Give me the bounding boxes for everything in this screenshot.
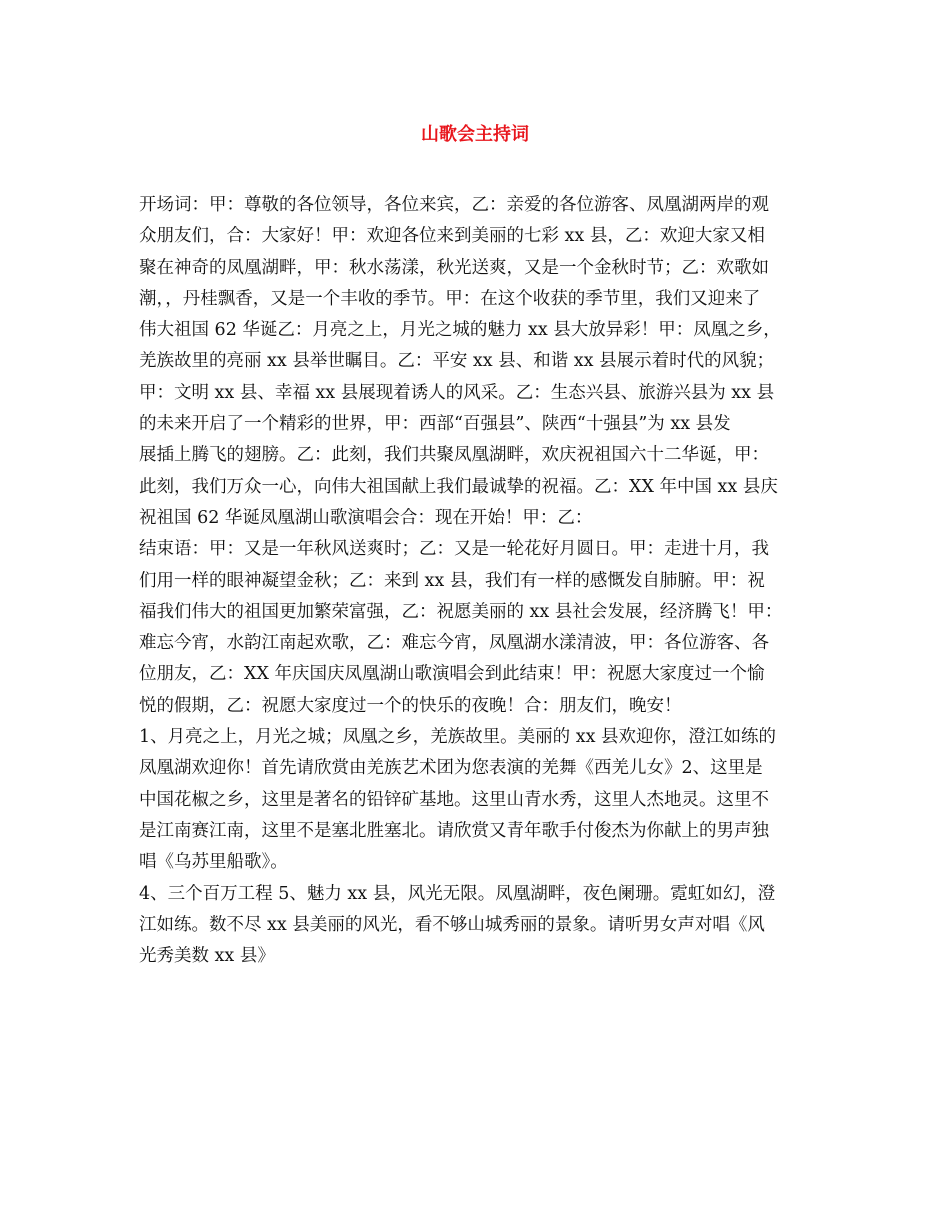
text-line: 伟大祖国 62 华诞乙：月亮之上，月光之城的魅力 xx 县大放异彩！甲：凤凰之乡，	[139, 320, 781, 341]
text-line: 江如练。数不尽 xx 县美丽的风光，看不够山城秀丽的景象。请听男女声对唱《风	[139, 914, 765, 935]
text-line: 4、三个百万工程 5、魅力 xx 县，风光无限。凤凰湖畔，夜色阑珊。霓虹如幻，澄	[139, 883, 776, 904]
text-line: 是江南赛江南，这里不是塞北胜塞北。请欣赏又青年歌手付俊杰为你献上的男声独	[139, 820, 769, 841]
text-line: 甲：文明 xx 县、幸福 xx 县展现着诱人的风采。乙：生态兴县、旅游兴县为 xx 县	[139, 382, 775, 403]
text-line: 聚在神奇的凤凰湖畔，甲：秋水荡漾，秋光送爽，又是一个金秋时节；乙：欢歌如	[139, 257, 769, 278]
text-line: 祝祖国 62 华诞凤凰湖山歌演唱会合：现在开始！甲：乙：	[139, 507, 593, 528]
text-line: 位朋友，乙：XX 年庆国庆凤凰湖山歌演唱会到此结束！甲：祝愿大家度过一个愉	[139, 664, 765, 685]
text-line: 开场词：甲：尊敬的各位领导，各位来宾，乙：亲爱的各位游客、凤凰湖两岸的观	[139, 195, 769, 215]
text-line: 众朋友们，合：大家好！甲：欢迎各位来到美丽的七彩 xx 县，乙：欢迎大家又相	[139, 226, 765, 247]
text-line: 难忘今宵，水韵江南起欢歌，乙：难忘今宵，凤凰湖水漾清波，甲：各位游客、各	[139, 633, 769, 654]
text-line: 们用一样的眼神凝望金秋；乙：来到 xx 县，我们有一样的感慨发自肺腑。甲：祝	[139, 570, 765, 591]
text-line: 潮，，丹桂飘香，又是一个丰收的季节。甲：在这个收获的季节里，我们又迎来了	[139, 288, 761, 309]
text-line: 中国花椒之乡，这里是著名的铅锌矿基地。这里山青水秀，这里人杰地灵。这里不	[139, 789, 769, 810]
text-line: 光秀美数 xx 县》	[139, 946, 275, 967]
document-title: 山歌会主持词	[421, 124, 529, 145]
text-line: 福我们伟大的祖国更加繁荣富强，乙：祝愿美丽的 xx 县社会发展，经济腾飞！甲：	[139, 601, 783, 622]
text-line: 1、月亮之上，月光之城；凤凰之乡，羌族故里。美丽的 xx 县欢迎你，澄江如练的	[139, 727, 776, 748]
document-body	[139, 190, 829, 972]
text-line: 悦的假期，乙：祝愿大家度过一个的快乐的夜晚！合：朋友们，晚安！	[139, 695, 682, 716]
text-line: 结束语：甲：又是一年秋风送爽时；乙：又是一轮花好月圆日。甲：走进十月，我	[139, 539, 769, 560]
text-line: 唱《乌苏里船歌》。	[139, 852, 288, 873]
text-line: 羌族故里的亮丽 xx 县举世瞩目。乙：平安 xx 县、和谐 xx 县展示着时代的风貌；	[139, 351, 775, 372]
text-line: 此刻，我们万众一心，向伟大祖国献上我们最诚挚的祝福。乙：XX 年中国 xx 县庆	[139, 476, 778, 497]
text-line: 展插上腾飞的翅膀。乙：此刻，我们共聚凤凰湖畔，欢庆祝祖国六十二华诞，甲：	[139, 445, 769, 466]
text-line: 凤凰湖欢迎你！首先请欣赏由羌族艺术团为您表演的羌舞《西羌儿女》2、这里是	[139, 758, 763, 779]
text-line: 的未来开启了一个精彩的世界，甲：西部“百强县”、陕西“十强县”为 xx 县发	[139, 414, 731, 435]
